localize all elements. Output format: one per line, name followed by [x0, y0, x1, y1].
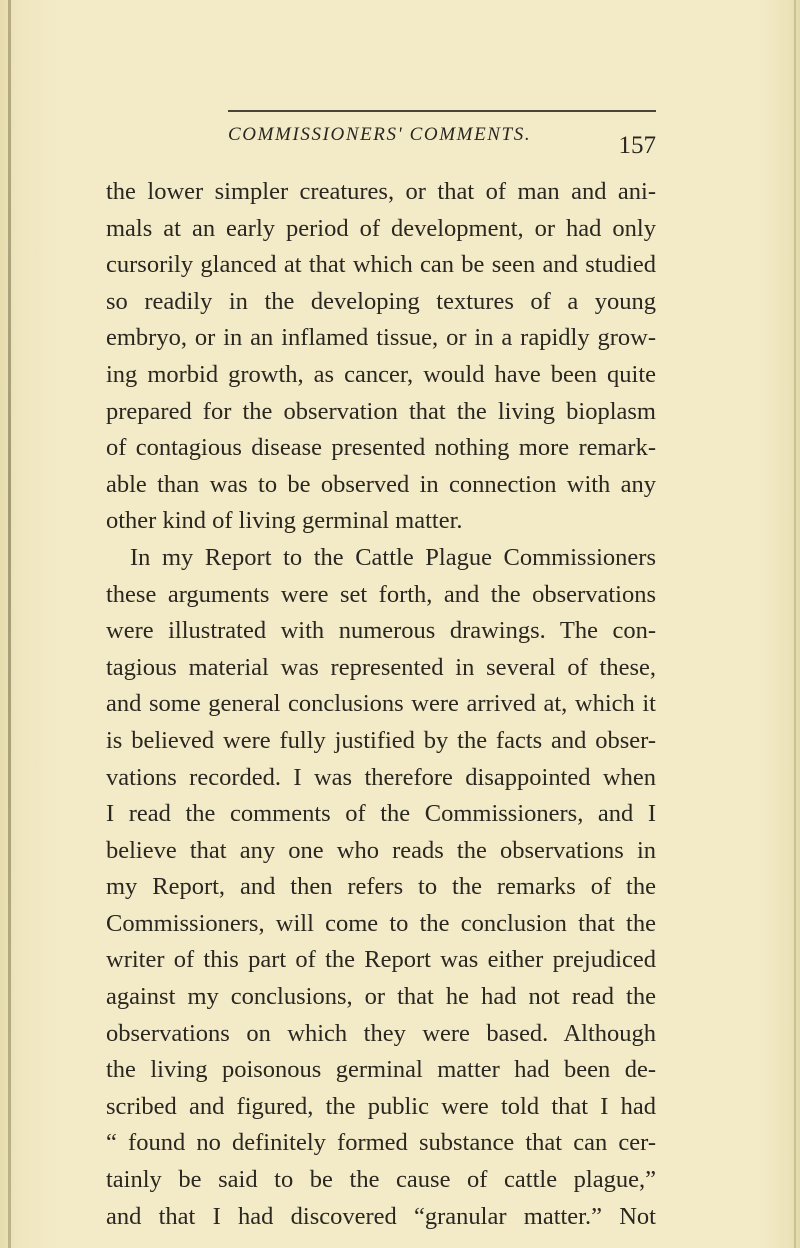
- text-line: tagious material was represented in several of these,: [106, 653, 656, 681]
- text-line: able than was to be observed in connection with any: [106, 470, 656, 498]
- text-line: observations on which they were based. Although: [106, 1019, 656, 1047]
- text-line: vations recorded. I was therefore disappointed when: [106, 763, 656, 791]
- text-line: against my conclusions, or that he had not read the: [106, 983, 656, 1011]
- text-line: and that I had discovered “granular matter.” Not: [106, 1202, 656, 1230]
- text-line: Commissioners, will come to the conclusion that the: [106, 909, 656, 937]
- text-line: embryo, or in an inflamed tissue, or in a rapidly grow-: [106, 324, 656, 352]
- text-line: tainly be said to be the cause of cattle plague,”: [106, 1166, 656, 1194]
- text-line: ing morbid growth, as cancer, would have been quite: [106, 360, 656, 388]
- text-line: my Report, and then refers to the remarks of the: [106, 873, 656, 901]
- text-line: mals at an early period of development, or had only: [106, 214, 656, 242]
- text-line: and some general conclusions were arrived at, which it: [106, 690, 656, 718]
- text-line: “ found no definitely formed substance that can cer-: [106, 1129, 656, 1157]
- text-line: prepared for the observation that the living bioplasm: [106, 397, 656, 425]
- running-title: COMMISSIONERS' COMMENTS.: [228, 124, 532, 145]
- text-line: so readily in the developing textures of a young: [106, 287, 656, 315]
- text-line: other kind of living germinal matter.: [106, 507, 463, 535]
- text-line: of contagious disease presented nothing more remark-: [106, 434, 656, 462]
- text-line: the living poisonous germinal matter had been de-: [106, 1056, 656, 1084]
- text-line: scribed and figured, the public were told that I had: [106, 1092, 656, 1120]
- text-line: is believed were fully justified by the facts and obser-: [106, 726, 656, 754]
- text-line: the lower simpler creatures, or that of man and ani-: [106, 178, 656, 205]
- text-line: I read the comments of the Commissioners, and I: [106, 800, 656, 828]
- text-line: were illustrated with numerous drawings. The con-: [106, 617, 656, 645]
- paragraph-start-line: In my Report to the Cattle Plague Commissioners: [130, 543, 656, 571]
- text-line: writer of this part of the Report was either prejudiced: [106, 946, 656, 974]
- text-line: these arguments were set forth, and the observations: [106, 580, 656, 608]
- page-outer-edge: [794, 0, 796, 1248]
- page-number: 157: [618, 132, 656, 159]
- body-text: [106, 174, 656, 1235]
- text-line: cursorily glanced at that which can be seen and studied: [106, 251, 656, 279]
- page-gutter-edge: [8, 0, 11, 1248]
- header-rule: [228, 110, 656, 112]
- running-head: [228, 124, 656, 164]
- text-line: believe that any one who reads the observations in: [106, 836, 656, 864]
